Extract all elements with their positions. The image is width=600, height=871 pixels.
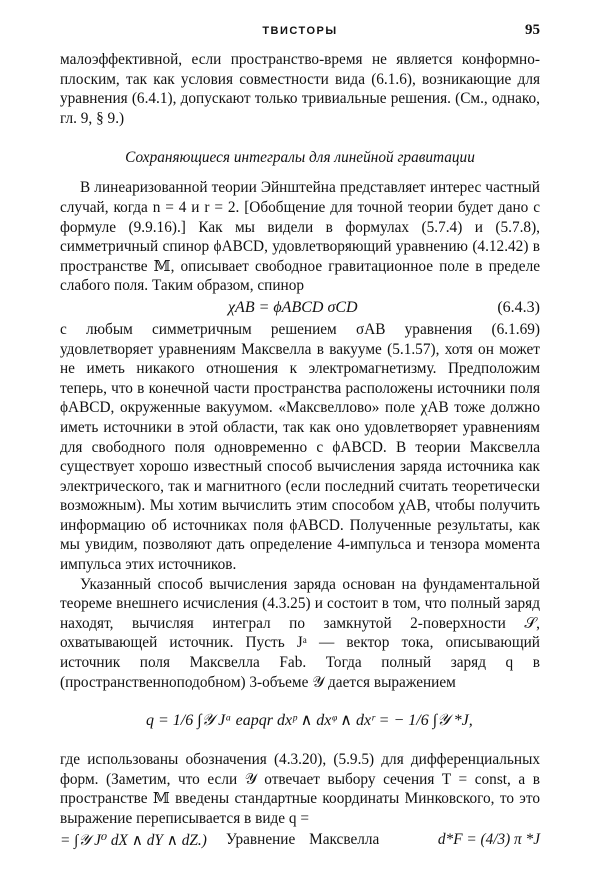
page-body	[60, 50, 540, 871]
maxwell-equation: d*F = (4/3) π *J	[437, 830, 540, 848]
paragraph-3: с любым симметричным решением σAB уравнения (6.1.69) удовлетворяет уравнениям Максвелла в вакууме (5.1.57), хотя он может не иметь никакого отношения к электромагнетизму. Предположим теперь, что в конечной части пространства расположены источники поля ϕABCD, окруженные вакуумом. «Максвеллово» поле χAB тоже должно иметь источники в этой области, так как оно удовлетворяет уравнениям для свободного поля одновременно с ϕABCD. В теории Максвелла существует хорошо известный способ вычисления заряда источника как электрического, так и магнитного (если последний считать теоретически возможным). Мы хотим вычислить этим способом χAB, чтобы получить информацию об источниках поля ϕABCD. Полученные результаты, как мы увидим, позволяют дать определение 4-импульса и тензора момента импульса этих источников.	[60, 320, 540, 574]
equation-6-4-3-number: (6.4.3)	[497, 298, 540, 316]
equation-6-4-3	[60, 296, 540, 320]
paragraph-4: Указанный способ вычисления заряда основан на фундаментальной теореме внешнего исчисления (4.3.25) и состоит в том, что полный заряд находят, вычисляя интеграл по замкнутой 2-поверхности 𝒮, охватывающей источник. Пусть Jᵃ — вектор тока, описывающий источник поля Максвелла Fab. Тогда полный заряд q в (пространственноподобном) 3-объеме 𝒴 дается выражением	[60, 575, 540, 691]
paragraph-5: где использованы обозначения (4.3.20), (5.9.5) для дифференциальных форм. (Заметим, что если 𝒴 отвечает выбору сечения T = const, а в пространстве 𝕄 введены стандартные координаты Минковского, то это выражение переписывается в виде q =	[60, 751, 540, 827]
paragraph-1: малоэффективной, если пространство-время не является конформно-плоским, так как условия совместности вида (6.1.6), возникающие для уравнения (6.4.1), допускают только тривиальные решения. (См., однако, гл. 9, § 9.)	[60, 51, 540, 127]
page-number: 95	[525, 22, 540, 38]
running-title: ТВИСТОРЫ	[262, 25, 338, 37]
section-title: Сохраняющиеся интегралы для линейной гравитации	[125, 149, 475, 167]
paragraph-2: В линеаризованной теории Эйнштейна представляет интерес частный случай, когда n = 4 и r = 2. [Обобщение для точной теории будет дано с формуле (9.9.16).] Как мы видели в формулах (5.7.4) и (5.7.8), симметричный спинор ϕABCD, удовлетворяющий уравнению (4.12.42) в пространстве 𝕄, описывает свободное гравитационное поле в пределе слабого поля. Таким образом, спинор	[60, 179, 540, 295]
equation-total-charge-body: q = 1/6 ∫𝒴 Jᵃ eapqr dxᵖ ∧ dxᵠ ∧ dxʳ = − 1/6 ∫𝒴 *J,	[146, 712, 473, 730]
equation-6-4-3-body: χAB = ϕABCD σCD	[228, 298, 358, 316]
closing-integral: = ∫𝒴 J⁰ dX ∧ dY ∧ dZ.)	[60, 831, 207, 849]
page-header	[60, 22, 540, 42]
equation-total-charge	[60, 696, 540, 746]
closing-text: Уравнение Максвелла	[226, 830, 380, 848]
closing-line	[60, 829, 540, 871]
